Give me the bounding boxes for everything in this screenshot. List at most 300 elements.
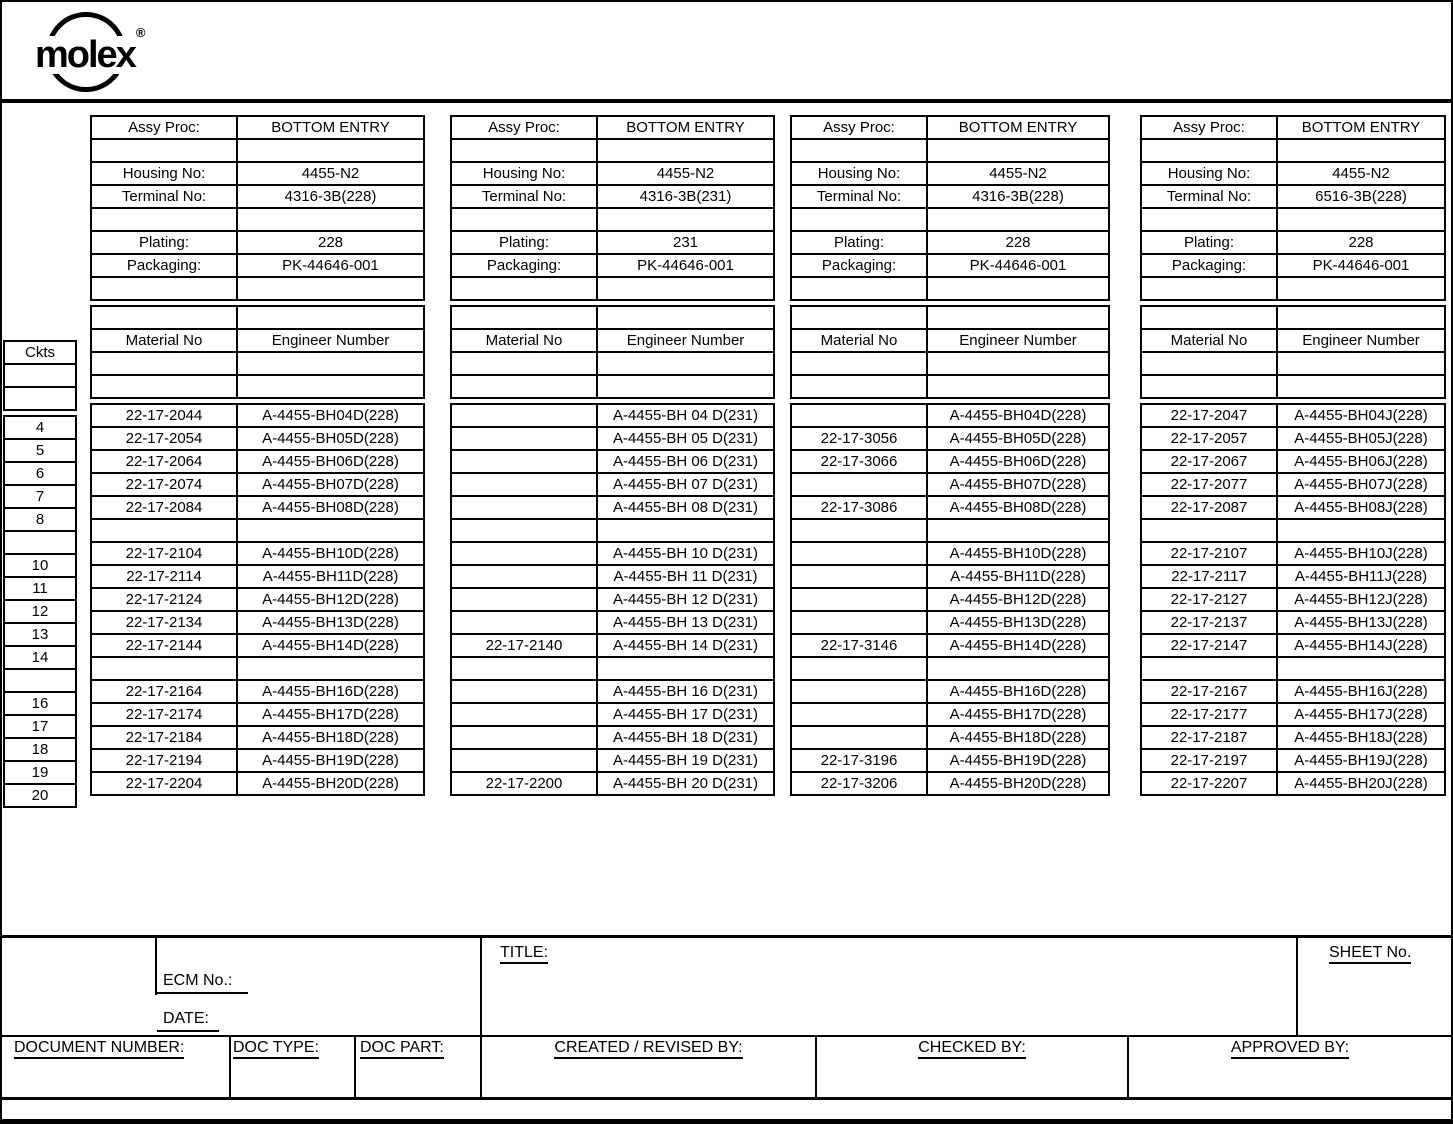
engineer-number-cell: A-4455-BH14D(228) [237,634,424,657]
engineer-number-cell: A-4455-BH07D(228) [237,473,424,496]
part-row [791,634,1109,657]
engineer-number-cell: A-4455-BH04D(228) [927,404,1109,427]
plating-label: Plating: [791,231,927,254]
title-block-upper-row [2,938,1451,1037]
housing-label: Housing No: [1141,162,1277,185]
engineer-number-cell: A-4455-BH11J(228) [1277,565,1445,588]
material-no-cell: 22-17-2074 [91,473,237,496]
blank-cell [597,375,774,398]
material-no-cell: 22-17-2204 [91,772,237,795]
engineer-number-header: Engineer Number [597,329,774,352]
engineer-number-cell: A-4455-BH19D(228) [237,749,424,772]
engineer-number-cell: A-4455-BH17J(228) [1277,703,1445,726]
material-no-cell: 22-17-3086 [791,496,927,519]
part-row [1141,772,1445,795]
product-table-group [450,115,775,796]
material-no-cell [451,519,597,542]
engineer-number-cell: A-4455-BH18D(228) [927,726,1109,749]
document-number-label: DOCUMENT NUMBER: [14,1039,184,1059]
blank-cell [1141,375,1277,398]
housing-label: Housing No: [91,162,237,185]
material-no-cell [451,726,597,749]
engineer-number-cell [597,657,774,680]
blank-cell [451,139,597,162]
ckts-header-table [3,340,77,411]
blank-cell [1277,352,1445,375]
ckts-cell: 12 [4,600,76,623]
part-row [91,726,424,749]
engineer-number-cell: A-4455-BH 06 D(231) [597,450,774,473]
engineer-number-cell: A-4455-BH12D(228) [927,588,1109,611]
part-row [451,680,774,703]
terminal-label: Terminal No: [791,185,927,208]
part-row [791,404,1109,427]
blank-cell [597,306,774,329]
engineer-number-cell: A-4455-BH 18 D(231) [597,726,774,749]
material-no-cell: 22-17-2047 [1141,404,1277,427]
part-number-table [1140,403,1446,796]
engineer-number-cell: A-4455-BH19J(228) [1277,749,1445,772]
blank-cell [791,277,927,300]
engineer-number-cell: A-4455-BH 13 D(231) [597,611,774,634]
part-row [1141,542,1445,565]
assy-proc-label: Assy Proc: [1141,116,1277,139]
blank-cell [1277,306,1445,329]
engineer-number-cell: A-4455-BH06J(228) [1277,450,1445,473]
part-row [91,657,424,680]
material-no-cell [451,703,597,726]
part-row [91,404,424,427]
material-no-cell [451,588,597,611]
part-row [1141,726,1445,749]
engineer-number-cell: A-4455-BH 19 D(231) [597,749,774,772]
engineer-number-cell: A-4455-BH10J(228) [1277,542,1445,565]
ckts-cell: 18 [4,738,76,761]
part-row [1141,427,1445,450]
assy-proc-value: BOTTOM ENTRY [597,116,774,139]
material-no-cell [791,519,927,542]
divider [480,938,482,1035]
material-no-cell: 22-17-2117 [1141,565,1277,588]
material-no-cell: 22-17-2200 [451,772,597,795]
product-table-group [1140,115,1446,796]
engineer-number-cell: A-4455-BH07J(228) [1277,473,1445,496]
blank-cell [927,375,1109,398]
engineer-number-cell [237,519,424,542]
packaging-label: Packaging: [791,254,927,277]
engineer-number-cell: A-4455-BH13J(228) [1277,611,1445,634]
housing-label: Housing No: [451,162,597,185]
product-table-group [90,115,425,796]
product-table-group [790,115,1110,796]
plating-value: 228 [237,231,424,254]
tables-area [2,103,1451,935]
engineer-number-cell: A-4455-BH05J(228) [1277,427,1445,450]
title-block-lower-row [2,1037,1451,1100]
part-row [1141,519,1445,542]
part-row [451,611,774,634]
engineer-number-cell: A-4455-BH06D(228) [927,450,1109,473]
blank-cell [791,139,927,162]
blank-cell [597,208,774,231]
ckts-cell [4,531,76,554]
material-no-cell: 22-17-2104 [91,542,237,565]
engineer-number-cell: A-4455-BH11D(228) [237,565,424,588]
part-row [91,473,424,496]
ckts-cell: 11 [4,577,76,600]
blank-cell [237,306,424,329]
engineer-number-cell: A-4455-BH04J(228) [1277,404,1445,427]
ecm-no-label: ECM No.: [157,972,248,994]
material-no-cell [791,680,927,703]
part-row [91,542,424,565]
part-row [791,565,1109,588]
material-no-cell: 22-17-2174 [91,703,237,726]
part-row [791,749,1109,772]
product-info-table [790,115,1110,301]
material-no-cell: 22-17-2077 [1141,473,1277,496]
engineer-number-cell: A-4455-BH14D(228) [927,634,1109,657]
material-no-cell: 22-17-3206 [791,772,927,795]
ckts-row [4,508,76,531]
material-no-cell [451,427,597,450]
ckts-cell: 16 [4,692,76,715]
material-no-header: Material No [1141,329,1277,352]
divider [1296,938,1298,1035]
blank-cell [451,352,597,375]
engineer-number-header: Engineer Number [237,329,424,352]
part-row [1141,680,1445,703]
part-row [791,519,1109,542]
title-block-bottom-strip [2,1100,1451,1119]
assy-proc-label: Assy Proc: [91,116,237,139]
ckts-cell: 6 [4,462,76,485]
part-number-table [450,403,775,796]
part-row [91,588,424,611]
part-row [1141,749,1445,772]
part-row [1141,588,1445,611]
material-no-header: Material No [791,329,927,352]
blank-cell [237,277,424,300]
part-row [1141,496,1445,519]
blank-cell [791,306,927,329]
engineer-number-cell: A-4455-BH05D(228) [927,427,1109,450]
part-row [1141,703,1445,726]
material-no-cell: 22-17-2057 [1141,427,1277,450]
checked-by-label: CHECKED BY: [918,1039,1026,1059]
ckts-row [4,531,76,554]
part-row [451,542,774,565]
material-no-cell [451,473,597,496]
approved-by-label: APPROVED BY: [1231,1039,1349,1059]
ckts-row [4,416,76,439]
doc-type-cell [231,1037,356,1097]
blank-cell [237,208,424,231]
part-row [451,404,774,427]
engineer-number-cell: A-4455-BH16J(228) [1277,680,1445,703]
housing-value: 4455-N2 [927,162,1109,185]
sheet-no-label: SHEET No. [1329,944,1411,964]
material-no-cell [791,565,927,588]
ckts-row [4,738,76,761]
material-no-cell [451,450,597,473]
ckts-cell: 7 [4,485,76,508]
engineer-number-cell: A-4455-BH04D(228) [237,404,424,427]
terminal-label: Terminal No: [91,185,237,208]
blank-cell [4,364,76,387]
engineer-number-cell: A-4455-BH13D(228) [927,611,1109,634]
blank-cell [1141,352,1277,375]
blank-cell [1141,139,1277,162]
part-row [91,519,424,542]
material-no-cell: 22-17-2084 [91,496,237,519]
material-no-cell [451,680,597,703]
material-no-cell: 22-17-2147 [1141,634,1277,657]
blank-cell [597,139,774,162]
engineer-number-header: Engineer Number [1277,329,1445,352]
part-row [1141,657,1445,680]
blank-cell [237,375,424,398]
doc-type-label: DOC TYPE: [233,1039,319,1059]
part-row [791,703,1109,726]
blank-cell [1141,306,1277,329]
part-row [451,634,774,657]
blank-cell [927,306,1109,329]
part-row [791,588,1109,611]
part-row [451,749,774,772]
checked-by-cell [817,1037,1129,1097]
ckts-row [4,784,76,807]
packaging-value: PK-44646-001 [927,254,1109,277]
material-no-cell: 22-17-2177 [1141,703,1277,726]
engineer-number-cell: A-4455-BH17D(228) [927,703,1109,726]
material-no-cell [451,404,597,427]
ckts-row [4,761,76,784]
part-row [1141,404,1445,427]
material-no-cell [451,542,597,565]
material-no-cell: 22-17-2134 [91,611,237,634]
material-no-cell: 22-17-2127 [1141,588,1277,611]
engineer-number-cell: A-4455-BH20D(228) [927,772,1109,795]
engineer-number-cell: A-4455-BH 04 D(231) [597,404,774,427]
engineer-number-cell: A-4455-BH 20 D(231) [597,772,774,795]
engineer-number-cell: A-4455-BH18D(228) [237,726,424,749]
part-row [451,519,774,542]
part-row [91,565,424,588]
blank-cell [1277,208,1445,231]
part-row [791,657,1109,680]
part-row [451,772,774,795]
blank-cell [451,375,597,398]
ckts-row [4,715,76,738]
part-row [451,703,774,726]
product-info-table [90,115,425,301]
blank-cell [451,306,597,329]
blank-cell [927,139,1109,162]
part-row [1141,473,1445,496]
part-row [91,427,424,450]
plating-label: Plating: [1141,231,1277,254]
plating-value: 228 [927,231,1109,254]
engineer-number-cell: A-4455-BH 16 D(231) [597,680,774,703]
part-row [791,726,1109,749]
terminal-value: 6516-3B(228) [1277,185,1445,208]
product-info-table [450,115,775,301]
part-row [451,427,774,450]
housing-value: 4455-N2 [597,162,774,185]
material-no-cell [1141,519,1277,542]
engineer-number-cell [927,657,1109,680]
part-row [791,427,1109,450]
ckts-cell: 17 [4,715,76,738]
material-no-cell: 22-17-2124 [91,588,237,611]
part-row [91,703,424,726]
ckts-cell: 4 [4,416,76,439]
assy-proc-label: Assy Proc: [451,116,597,139]
packaging-label: Packaging: [1141,254,1277,277]
engineer-number-cell: A-4455-BH 17 D(231) [597,703,774,726]
engineer-number-cell: A-4455-BH20D(228) [237,772,424,795]
material-no-cell [451,565,597,588]
ckts-cell: 10 [4,554,76,577]
material-no-cell: 22-17-2114 [91,565,237,588]
blank-cell [1277,139,1445,162]
part-row [1141,450,1445,473]
engineer-number-cell: A-4455-BH18J(228) [1277,726,1445,749]
engineer-number-cell: A-4455-BH08J(228) [1277,496,1445,519]
part-row [451,450,774,473]
part-row [1141,634,1445,657]
material-no-cell [451,657,597,680]
ckts-row [4,646,76,669]
engineer-number-cell [597,519,774,542]
packaging-label: Packaging: [451,254,597,277]
material-no-cell: 22-17-2107 [1141,542,1277,565]
material-no-cell [91,519,237,542]
ckts-header: Ckts [4,341,76,364]
material-no-cell [1141,657,1277,680]
engineer-number-cell [237,657,424,680]
material-no-cell: 22-17-2207 [1141,772,1277,795]
plating-label: Plating: [91,231,237,254]
ckts-cell: 19 [4,761,76,784]
engineer-number-cell: A-4455-BH11D(228) [927,565,1109,588]
created-revised-by-label: CREATED / REVISED BY: [554,1039,742,1059]
engineer-number-cell: A-4455-BH17D(228) [237,703,424,726]
engineer-number-cell: A-4455-BH12D(228) [237,588,424,611]
material-no-cell: 22-17-2044 [91,404,237,427]
plating-label: Plating: [451,231,597,254]
blank-cell [1277,277,1445,300]
title-block [2,935,1451,1119]
engineer-number-cell: A-4455-BH08D(228) [237,496,424,519]
blank-cell [451,277,597,300]
part-row [91,450,424,473]
housing-label: Housing No: [791,162,927,185]
ckts-cell [4,669,76,692]
blank-cell [927,352,1109,375]
part-row [1141,565,1445,588]
blank-cell [791,375,927,398]
column-header-table [1140,305,1446,399]
column-header-table [450,305,775,399]
product-info-table [1140,115,1446,301]
material-no-cell: 22-17-2197 [1141,749,1277,772]
material-no-cell: 22-17-2140 [451,634,597,657]
engineer-number-cell: A-4455-BH 05 D(231) [597,427,774,450]
engineer-number-cell: A-4455-BH 12 D(231) [597,588,774,611]
ckts-cell: 13 [4,623,76,646]
registered-trademark-icon: ® [135,25,146,41]
date-label: DATE: [157,1010,219,1032]
material-no-cell [791,657,927,680]
housing-value: 4455-N2 [1277,162,1445,185]
material-no-cell: 22-17-2064 [91,450,237,473]
terminal-value: 4316-3B(228) [237,185,424,208]
material-no-cell [791,588,927,611]
column-header-table [90,305,425,399]
ckts-row [4,485,76,508]
blank-cell [451,208,597,231]
blank-cell [791,352,927,375]
engineer-number-header: Engineer Number [927,329,1109,352]
part-row [91,749,424,772]
packaging-label: Packaging: [91,254,237,277]
blank-cell [927,208,1109,231]
blank-cell [927,277,1109,300]
plating-value: 228 [1277,231,1445,254]
material-no-cell [791,611,927,634]
part-number-table [90,403,425,796]
engineer-number-cell: A-4455-BH 10 D(231) [597,542,774,565]
material-no-cell: 22-17-2087 [1141,496,1277,519]
part-row [1141,611,1445,634]
engineer-number-cell [927,519,1109,542]
engineer-number-cell: A-4455-BH 08 D(231) [597,496,774,519]
blank-cell [237,139,424,162]
column-header-table [790,305,1110,399]
part-row [91,611,424,634]
part-row [91,772,424,795]
ckts-row [4,577,76,600]
doc-part-cell [356,1037,482,1097]
part-row [451,565,774,588]
housing-value: 4455-N2 [237,162,424,185]
assy-proc-value: BOTTOM ENTRY [237,116,424,139]
ckts-row [4,462,76,485]
material-no-cell: 22-17-2164 [91,680,237,703]
part-row [451,473,774,496]
assy-proc-value: BOTTOM ENTRY [1277,116,1445,139]
ckts-row [4,669,76,692]
engineer-number-cell: A-4455-BH16D(228) [927,680,1109,703]
blank-cell [1277,375,1445,398]
material-no-cell [451,611,597,634]
material-no-header: Material No [91,329,237,352]
engineer-number-cell: A-4455-BH 14 D(231) [597,634,774,657]
terminal-label: Terminal No: [451,185,597,208]
ckts-column [3,340,77,808]
part-row [451,657,774,680]
material-no-cell [791,473,927,496]
assy-proc-label: Assy Proc: [791,116,927,139]
engineer-number-cell: A-4455-BH12J(228) [1277,588,1445,611]
blank-cell [1141,277,1277,300]
engineer-number-cell: A-4455-BH06D(228) [237,450,424,473]
assy-proc-value: BOTTOM ENTRY [927,116,1109,139]
blank-cell [4,387,76,410]
material-no-cell: 22-17-2137 [1141,611,1277,634]
